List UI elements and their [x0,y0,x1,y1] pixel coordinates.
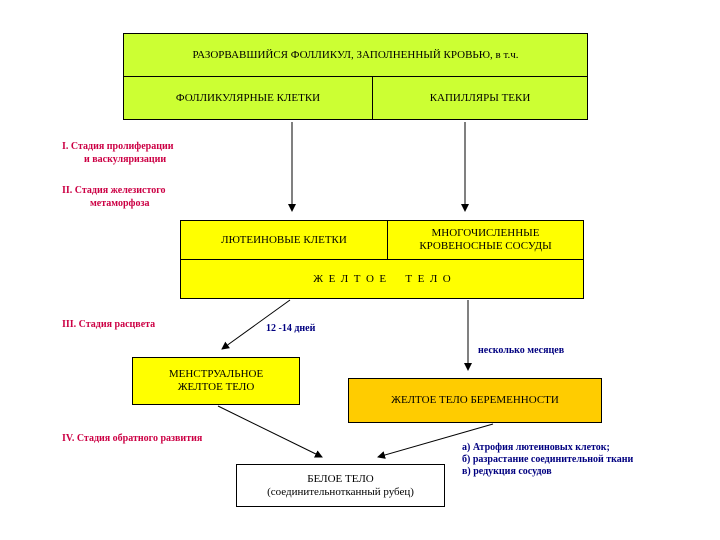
corpus-luteum-label: Ж Е Л Т О Е Т Е Л О [313,272,451,285]
involution-note-a: а) Атрофия лютеиновых клеток; [462,442,610,453]
follicular-cells-label: ФОЛЛИКУЛЯРНЫЕ КЛЕТКИ [175,91,321,104]
stage-4 [62,432,202,445]
corpus-luteum-box [180,259,584,299]
involution-note-c: в) редукция сосудов [462,466,552,477]
menstrual-line1: МЕНСТРУАЛЬНОЕ [168,368,264,380]
stage-1 [62,140,174,166]
blood-vessels-line1: МНОГОЧИСЛЕННЫЕ [431,227,540,239]
stage-3-label: III. Стадия расцвета [62,319,156,330]
blood-vessels-line2: КРОВЕНОСНЫЕ СОСУДЫ [419,240,552,252]
blood-vessels-box [387,220,584,260]
white-body-box [236,464,445,507]
involution-notes [462,442,633,478]
days-note: 12 -14 дней [266,323,316,334]
theca-capillaries-label: КАПИЛЛЯРЫ ТЕКИ [429,91,531,104]
ruptured-follicle-label: РАЗОРВАВШИЙСЯ ФОЛЛИКУЛ, ЗАПОЛНЕННЫЙ КРОВЬЮ, в т.ч. [192,48,519,61]
ruptured-follicle-box [123,33,588,77]
lutein-cells-box [180,220,388,260]
stage-4-label: IV. Стадия обратного развития [62,433,203,444]
theca-capillaries-box [372,76,588,120]
stage-2 [62,184,166,210]
white-body-line2: (соединительнотканный рубец) [267,485,414,498]
stage-1-line1: I. Стадия пролиферации [62,141,174,152]
pregnancy-box [348,378,602,423]
stage-2-line2: метаморфоза [90,198,150,209]
follicular-cells-box [123,76,373,120]
months-note: несколько месяцев [478,345,565,356]
arrow-menstrual-to-white [218,406,322,457]
stage-3 [62,318,155,331]
involution-note-b: б) разрастание соединительной ткани [462,454,634,465]
stage-2-line1: II. Стадия железистого [62,185,166,196]
white-body-line1: БЕЛОЕ ТЕЛО [307,472,374,485]
stage-1-line2: и васкуляризации [84,154,167,165]
menstrual-line2: ЖЕЛТОЕ ТЕЛО [177,381,255,393]
lutein-cells-label: ЛЮТЕИНОВЫЕ КЛЕТКИ [221,233,347,246]
menstrual-box [132,357,300,405]
pregnancy-label: ЖЕЛТОЕ ТЕЛО БЕРЕМЕННОСТИ [391,394,559,406]
